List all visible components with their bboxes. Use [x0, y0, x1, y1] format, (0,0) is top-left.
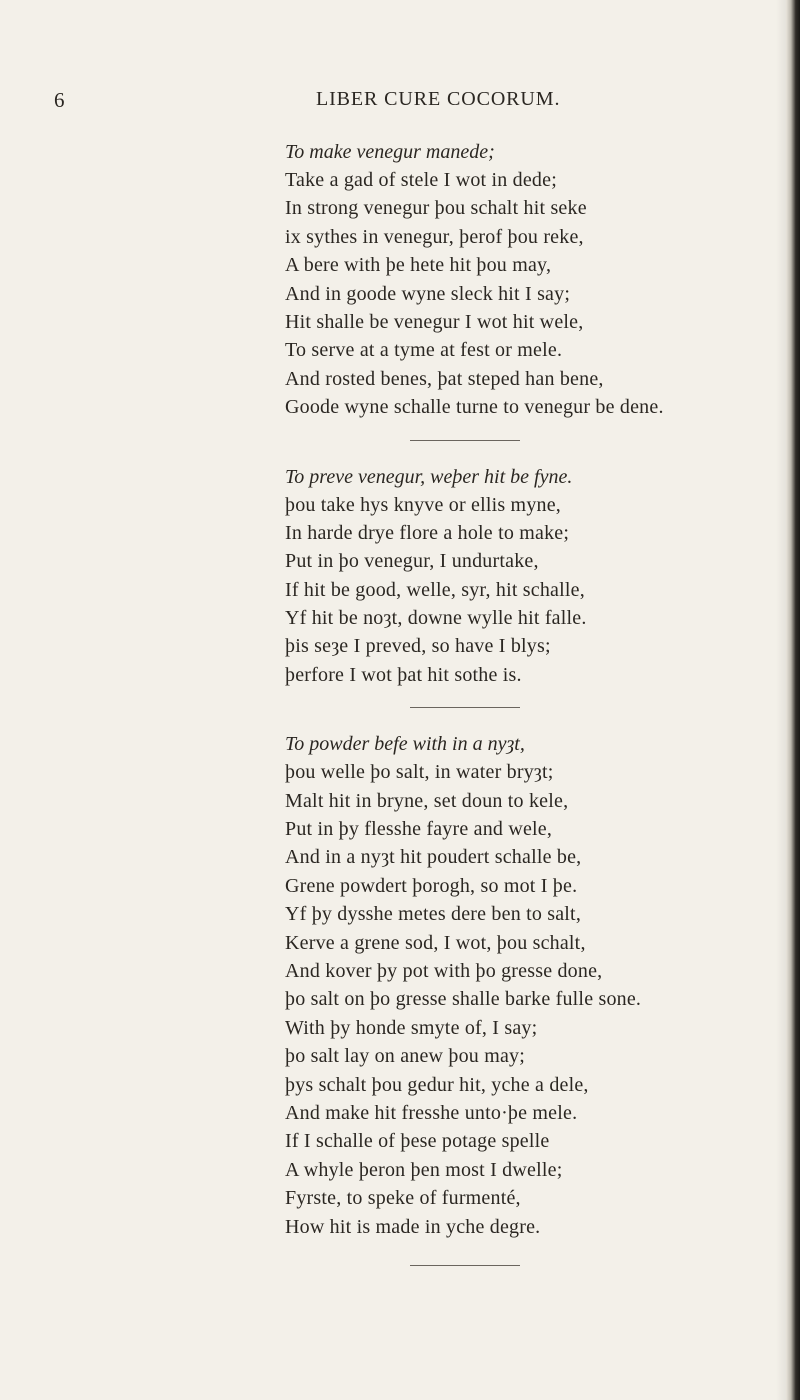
- section-divider: [410, 1265, 520, 1266]
- page-number: 6: [54, 88, 65, 112]
- verse-line: To serve at a tyme at fest or mele.: [285, 339, 563, 362]
- verse-line: In strong venegur þou schalt hit seke: [285, 197, 587, 220]
- verse-line: Fyrste, to speke of furmenté,: [285, 1187, 521, 1210]
- verse-line: Put in þo venegur, I undurtake,: [285, 550, 539, 573]
- verse-line: þis seȝe I preved, so have I blys;: [285, 635, 551, 658]
- recipe-title: To preve venegur, weþer hit be fyne.: [285, 465, 573, 488]
- recipe-title: To make venegur manede;: [285, 141, 495, 163]
- verse-line: Malt hit in bryne, set doun to kele,: [285, 789, 569, 812]
- verse-line: In harde drye flore a hole to make;: [285, 521, 570, 544]
- verse-line: Kerve a grene sod, I wot, þou schalt,: [285, 931, 586, 954]
- verse-line: And rosted benes, þat steped han bene,: [285, 367, 604, 390]
- verse-line: þys schalt þou gedur hit, yche a dele,: [285, 1073, 589, 1096]
- verse-line: þerfore I wot þat hit sothe is.: [285, 663, 522, 686]
- verse-line: If hit be good, welle, syr, hit schalle,: [285, 578, 585, 601]
- verse-line: ix sythes in venegur, þerof þou reke,: [285, 225, 584, 248]
- verse-line: A bere with þe hete hit þou may,: [285, 254, 552, 277]
- verse-line: With þy honde smyte of, I say;: [285, 1016, 538, 1039]
- page-edge: [786, 0, 800, 1400]
- verse-line: And in a nyȝt hit poudert schalle be,: [285, 846, 582, 869]
- verse-line: And make hit fresshe unto·þe mele.: [285, 1101, 578, 1124]
- verse-line: And kover þy pot with þo gresse done,: [285, 959, 603, 982]
- page-body: [285, 138, 755, 1266]
- verse-line: How hit is made in yche degre.: [285, 1215, 541, 1238]
- verse-line: þo salt lay on anew þou may;: [285, 1045, 525, 1068]
- verse-line: Yf þy dysshe metes dere ben to salt,: [285, 903, 582, 926]
- verse-line: þou take hys knyve or ellis myne,: [285, 493, 561, 516]
- verse-line: þou welle þo salt, in water bryȝt;: [285, 761, 554, 784]
- page-header: [0, 88, 780, 118]
- section-divider: [410, 440, 520, 441]
- verse-line: Put in þy flesshe fayre and wele,: [285, 818, 553, 841]
- verse-line: A whyle þeron þen most I dwelle;: [285, 1158, 563, 1181]
- verse-line: Yf hit be noȝt, downe wylle hit falle.: [285, 607, 587, 630]
- verse-line: If I schalle of þese potage spelle: [285, 1130, 550, 1153]
- recipe-section: [285, 138, 755, 422]
- recipe-title: To powder befe with in a nyȝt,: [285, 733, 525, 756]
- recipe-section: [285, 730, 755, 1241]
- page-gutter-shadow: [776, 0, 786, 1400]
- verse-line: þo salt on þo gresse shalle barke fulle sone.: [285, 988, 642, 1011]
- verse-line: Goode wyne schalle turne to venegur be dene.: [285, 396, 664, 419]
- running-head: LIBER CURE COCORUM.: [316, 88, 561, 110]
- verse-line: Hit shalle be venegur I wot hit wele,: [285, 310, 584, 333]
- recipe-section: [285, 463, 755, 690]
- verse-line: Take a gad of stele I wot in dede;: [285, 169, 557, 191]
- section-divider: [410, 707, 520, 708]
- verse-line: And in goode wyne sleck hit I say;: [285, 282, 571, 305]
- verse-line: Grene powdert þorogh, so mot I þe.: [285, 874, 578, 897]
